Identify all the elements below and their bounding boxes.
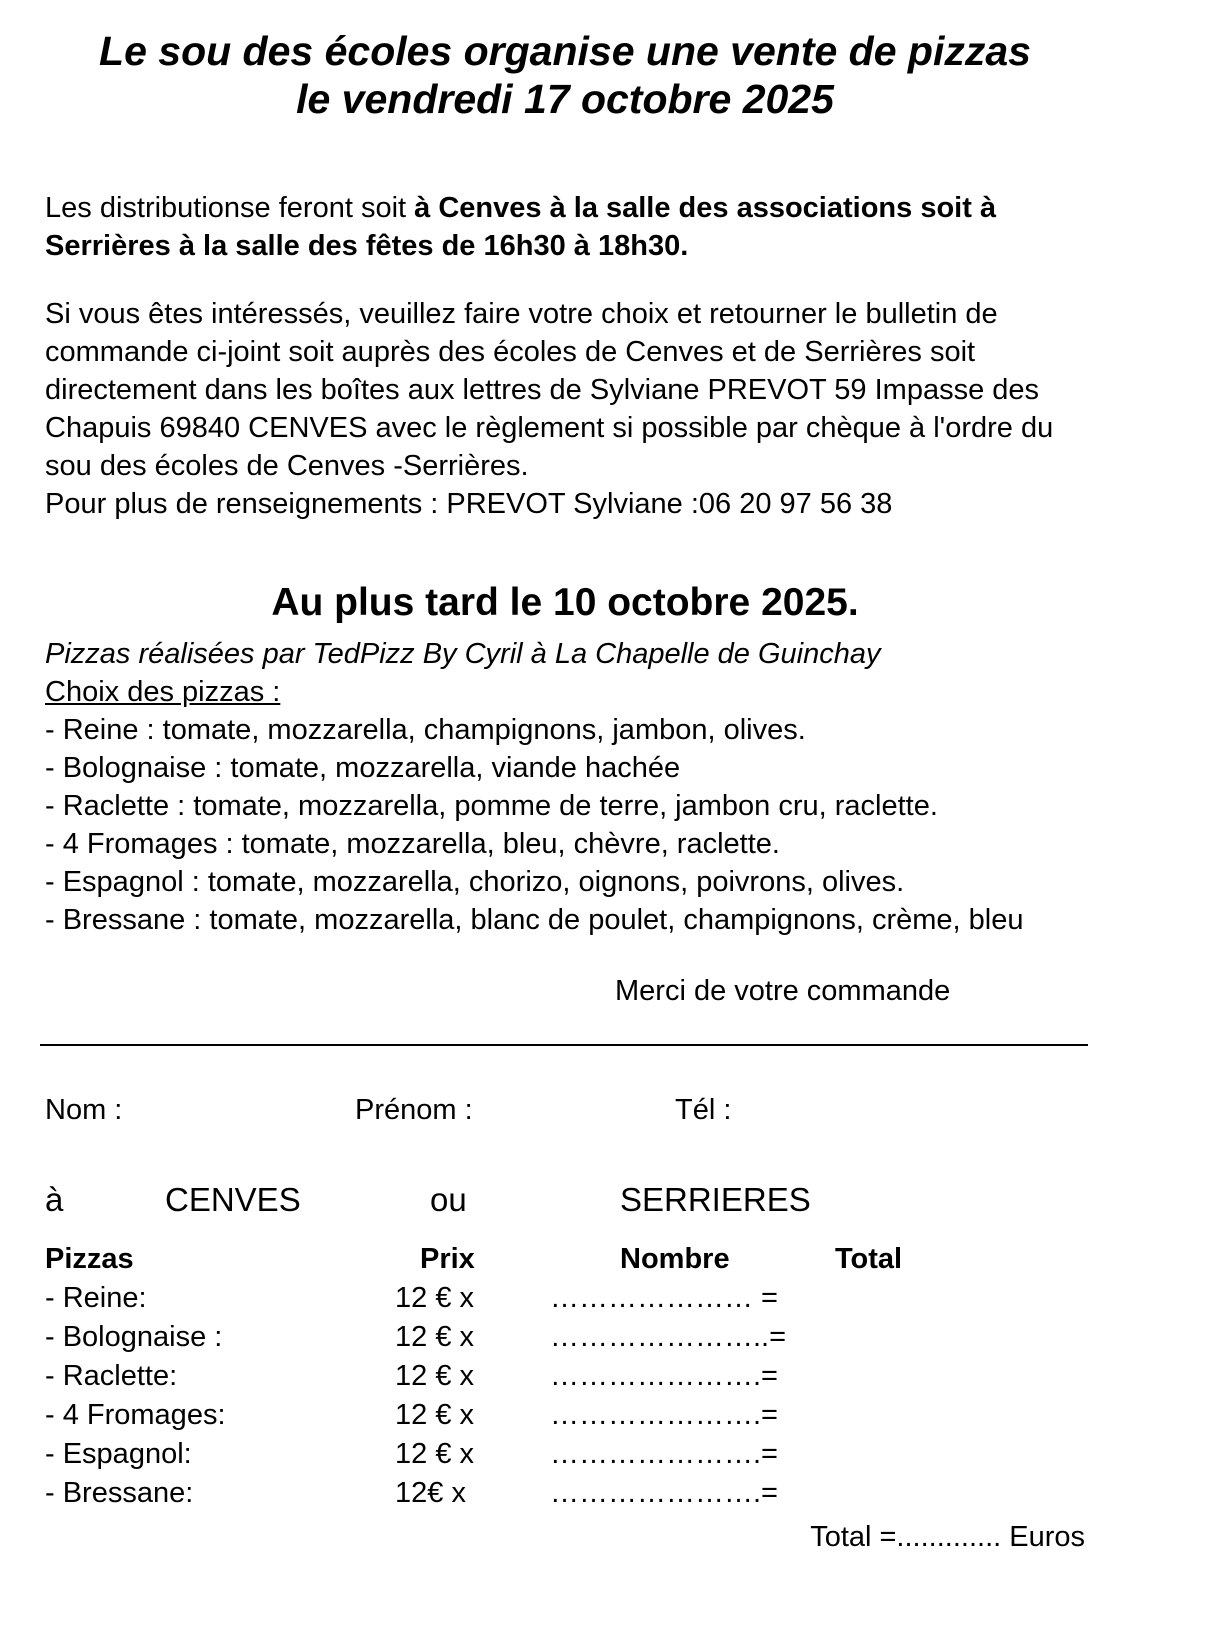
order-row-prix: 12 € x bbox=[395, 1282, 474, 1315]
identity-row bbox=[45, 1094, 1085, 1127]
order-row-bolognaise bbox=[45, 1318, 1085, 1357]
order-row-bressane bbox=[45, 1474, 1085, 1513]
order-row-raclette bbox=[45, 1357, 1085, 1396]
at-label: à bbox=[45, 1181, 64, 1219]
or-label: ou bbox=[430, 1181, 467, 1219]
tel-label: Tél : bbox=[675, 1094, 732, 1127]
pizza-item-espagnol: - Espagnol : tomate, mozzarella, chorizo, oignons, poivrons, olives. bbox=[45, 866, 905, 899]
distribution-bold-text: à Cenves à la salle des associations soit à Serrières à la salle des fêtes de 16h30 à 18h30. bbox=[45, 192, 997, 263]
order-row-name: - 4 Fromages: bbox=[45, 1399, 226, 1432]
order-row-espagnol bbox=[45, 1435, 1085, 1474]
distribution-text: Les distributionse feront soit bbox=[45, 192, 415, 225]
column-header-prix: Prix bbox=[420, 1243, 475, 1276]
pizza-list bbox=[45, 711, 1085, 939]
prenom-label: Prénom : bbox=[355, 1094, 473, 1127]
pizza-item-raclette: - Raclette : tomate, mozzarella, pomme de terre, jambon cru, raclette. bbox=[45, 790, 938, 823]
document-page bbox=[45, 0, 1085, 1554]
order-row-fill-line: …………………..= bbox=[550, 1321, 787, 1354]
instructions-paragraph bbox=[45, 295, 1085, 523]
pizza-item-bolognaise: - Bolognaise : tomate, mozzarella, viande hachée bbox=[45, 752, 681, 785]
pizza-maker-line: Pizzas réalisées par TedPizz By Cyril à La Chapelle de Guinchay bbox=[45, 638, 881, 671]
deadline-heading: Au plus tard le 10 octobre 2025. bbox=[271, 581, 859, 625]
order-row-prix: 12€ x bbox=[395, 1477, 466, 1510]
location-cenves: CENVES bbox=[165, 1181, 301, 1219]
order-table-header bbox=[45, 1239, 1085, 1279]
column-header-pizzas: Pizzas bbox=[45, 1243, 134, 1276]
order-row-4fromages bbox=[45, 1396, 1085, 1435]
pizza-item-4fromages: - 4 Fromages : tomate, mozzarella, bleu, chèvre, raclette. bbox=[45, 828, 780, 861]
order-row-fill-line: ………………….= bbox=[550, 1477, 778, 1510]
order-row-prix: 12 € x bbox=[395, 1438, 474, 1471]
order-row-fill-line: ………………….= bbox=[550, 1399, 778, 1432]
order-row-name: - Bolognaise : bbox=[45, 1321, 223, 1354]
total-line: Total =............. Euros bbox=[810, 1521, 1085, 1554]
pizza-item-bressane: - Bressane : tomate, mozzarella, blanc de poulet, champignons, crème, bleu bbox=[45, 904, 1024, 937]
order-row-name: - Reine: bbox=[45, 1282, 147, 1315]
location-serrieres: SERRIERES bbox=[620, 1181, 811, 1219]
section-divider bbox=[40, 1044, 1088, 1046]
order-row-name: - Bressane: bbox=[45, 1477, 194, 1510]
order-row-name: - Raclette: bbox=[45, 1360, 178, 1393]
title-line-1: Le sou des écoles organise une vente de pizzas bbox=[99, 28, 1031, 74]
column-header-total: Total bbox=[835, 1243, 903, 1276]
order-table bbox=[45, 1239, 1085, 1513]
order-row-reine bbox=[45, 1279, 1085, 1318]
instructions-text: Si vous êtes intéressés, veuillez faire votre choix et retourner le bulletin de commande ci-joint soit auprès des écoles de Cenves et de Serrières soit directement dans les boîtes aux lettres de Sylviane PREVOT 59 Impasse des Chapuis 69840 CENVES avec le règlement si possible par chèque à l'ordre du sou des écoles de Cenves -Serrières. bbox=[45, 298, 1054, 483]
order-row-prix: 12 € x bbox=[395, 1399, 474, 1432]
order-row-name: - Espagnol: bbox=[45, 1438, 192, 1471]
order-row-prix: 12 € x bbox=[395, 1360, 474, 1393]
pizza-item-reine: - Reine : tomate, mozzarella, champignons, jambon, olives. bbox=[45, 714, 806, 747]
order-row-fill-line: ………………….= bbox=[550, 1360, 778, 1393]
order-row-prix: 12 € x bbox=[395, 1321, 474, 1354]
contact-text: Pour plus de renseignements : PREVOT Sylviane :06 20 97 56 38 bbox=[45, 488, 893, 521]
order-row-fill-line: ………………….= bbox=[550, 1438, 778, 1471]
choices-label: Choix des pizzas : bbox=[45, 676, 281, 709]
column-header-nombre: Nombre bbox=[620, 1243, 730, 1276]
nom-label: Nom : bbox=[45, 1094, 123, 1127]
location-row bbox=[45, 1181, 1085, 1219]
document-title bbox=[45, 28, 1085, 123]
title-line-2: le vendredi 17 octobre 2025 bbox=[296, 75, 834, 122]
thanks-text: Merci de votre commande bbox=[615, 975, 951, 1008]
order-row-fill-line: ………………… = bbox=[550, 1282, 778, 1315]
distribution-paragraph bbox=[45, 189, 1085, 265]
choices-heading bbox=[45, 673, 1085, 711]
